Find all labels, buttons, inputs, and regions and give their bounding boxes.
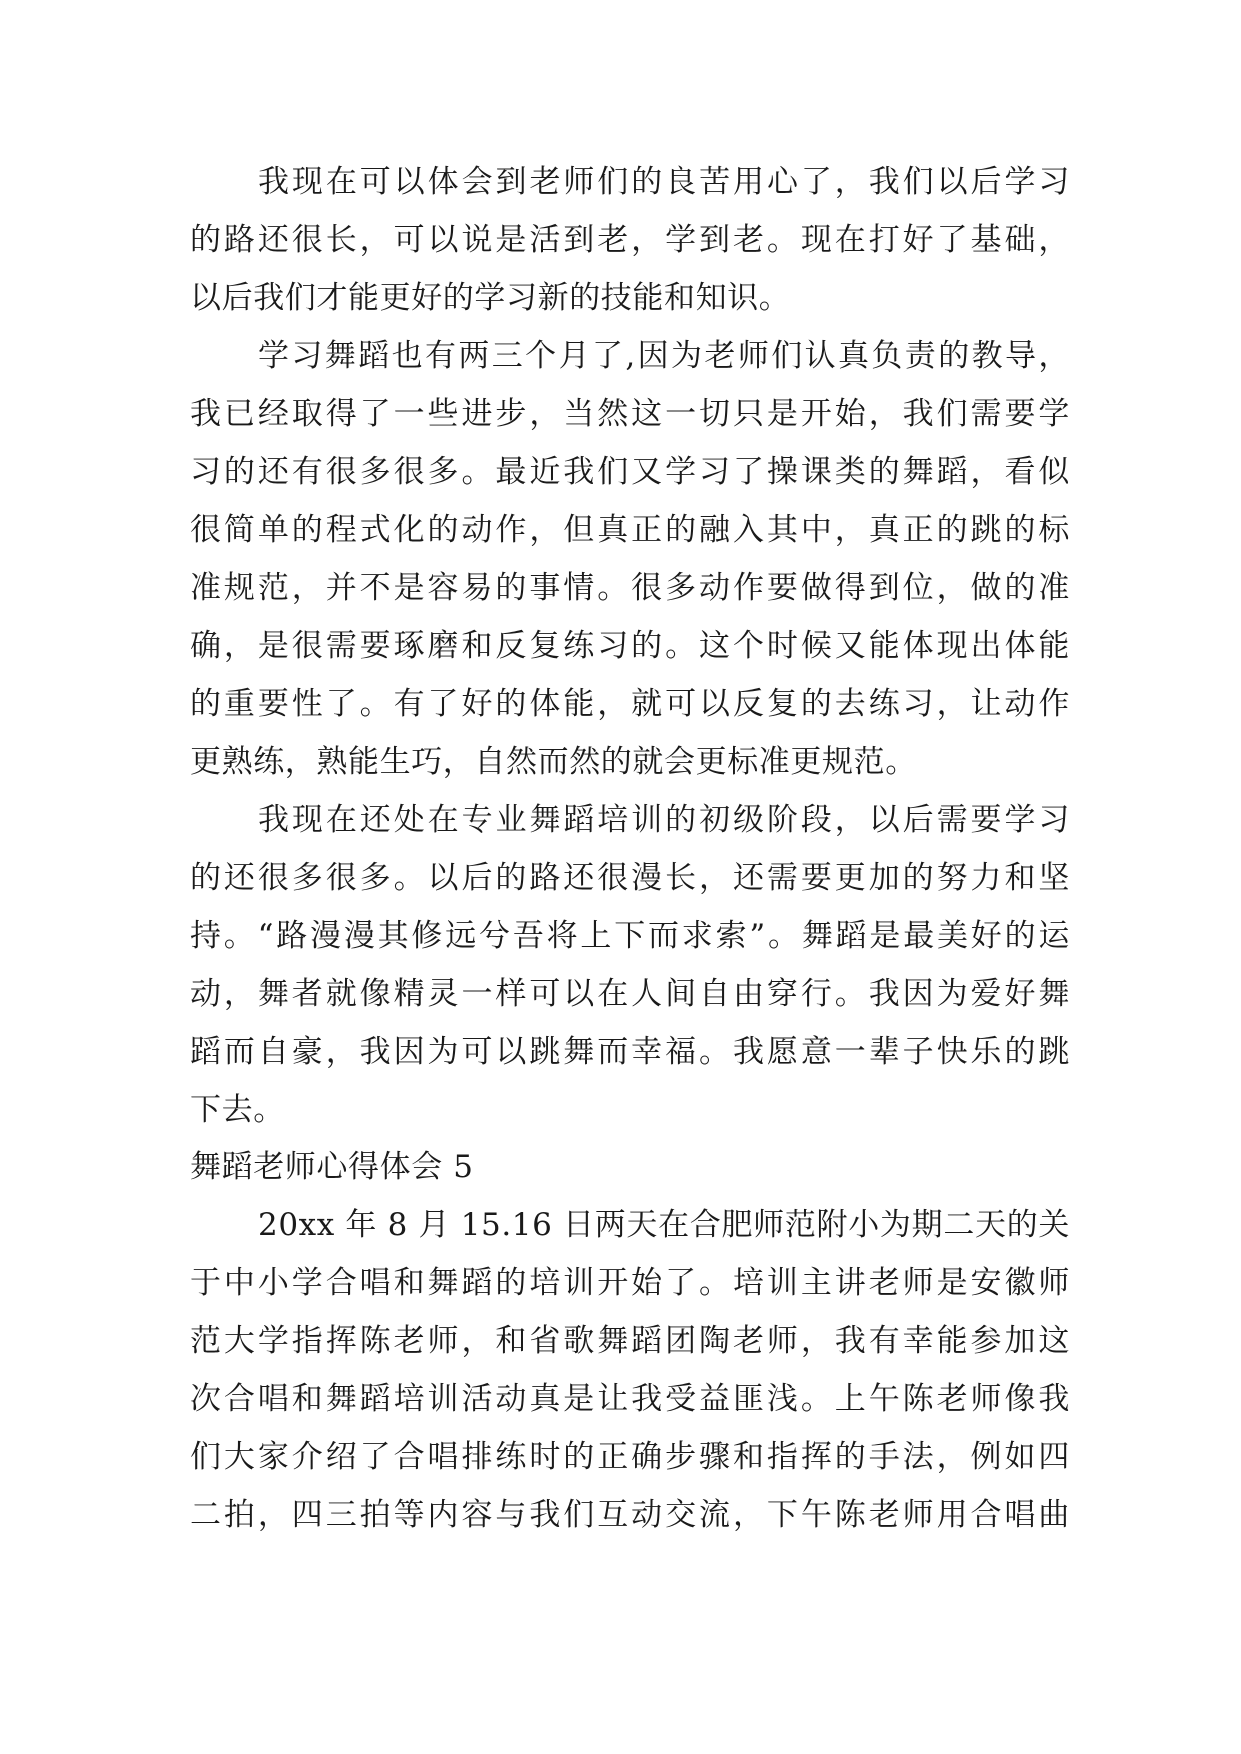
paragraph-4-line-4: 次合唱和舞蹈培训活动真是让我受益匪浅。上午陈老师像我: [190, 1381, 1070, 1417]
paragraph-1-line-1: 我现在可以体会到老师们的良苦用心了，我们以后学习: [258, 164, 1070, 200]
paragraph-2-line-8: 更熟练，熟能生巧，自然而然的就会更标准更规范。: [190, 744, 917, 780]
paragraph-2-line-3: 习的还有很多很多。最近我们又学习了操课类的舞蹈，看似: [190, 454, 1070, 490]
paragraph-4-line-5: 们大家介绍了合唱排练时的正确步骤和指挥的手法，例如四: [190, 1439, 1070, 1475]
paragraph-4-line-3: 范大学指挥陈老师，和省歌舞蹈团陶老师，我有幸能参加这: [190, 1323, 1070, 1359]
paragraph-1-line-3: 以后我们才能更好的学习新的技能和知识。: [190, 280, 791, 316]
paragraph-2-line-4: 很简单的程式化的动作，但真正的融入其中，真正的跳的标: [190, 512, 1070, 548]
paragraph-3-line-6: 下去。: [190, 1092, 285, 1128]
paragraph-2-line-6: 确，是很需要琢磨和反复练习的。这个时候又能体现出体能: [190, 628, 1070, 664]
paragraph-3-line-4: 动，舞者就像精灵一样可以在人间自由穿行。我因为爱好舞: [190, 976, 1070, 1012]
paragraph-2-line-5: 准规范，并不是容易的事情。很多动作要做得到位，做的准: [190, 570, 1070, 606]
paragraph-3-line-5: 蹈而自豪，我因为可以跳舞而幸福。我愿意一辈子快乐的跳: [190, 1034, 1070, 1070]
paragraph-2-line-2: 我已经取得了一些进步，当然这一切只是开始，我们需要学: [190, 396, 1070, 432]
paragraph-3-line-2: 的还很多很多。以后的路还很漫长，还需要更加的努力和坚: [190, 860, 1070, 896]
paragraph-2-line-7: 的重要性了。有了好的体能，就可以反复的去练习，让动作: [190, 686, 1070, 722]
paragraph-2-line-1: 学习舞蹈也有两三个月了,因为老师们认真负责的教导，: [258, 338, 1070, 374]
paragraph-4-line-6: 二拍，四三拍等内容与我们互动交流，下午陈老师用合唱曲: [190, 1497, 1070, 1533]
paragraph-3-line-1: 我现在还处在专业舞蹈培训的初级阶段，以后需要学习: [258, 802, 1070, 838]
paragraph-4-line-1: 20xx 年 8 月 15.16 日两天在合肥师范附小为期二天的关: [258, 1207, 1070, 1243]
section-heading: 舞蹈老师心得体会 5: [190, 1149, 474, 1185]
paragraph-3-line-3: 持。“路漫漫其修远兮吾将上下而求索”。舞蹈是最美好的运: [190, 918, 1070, 954]
paragraph-1-line-2: 的路还很长，可以说是活到老，学到老。现在打好了基础，: [190, 222, 1070, 258]
paragraph-4-line-2: 于中小学合唱和舞蹈的培训开始了。培训主讲老师是安徽师: [190, 1265, 1070, 1301]
